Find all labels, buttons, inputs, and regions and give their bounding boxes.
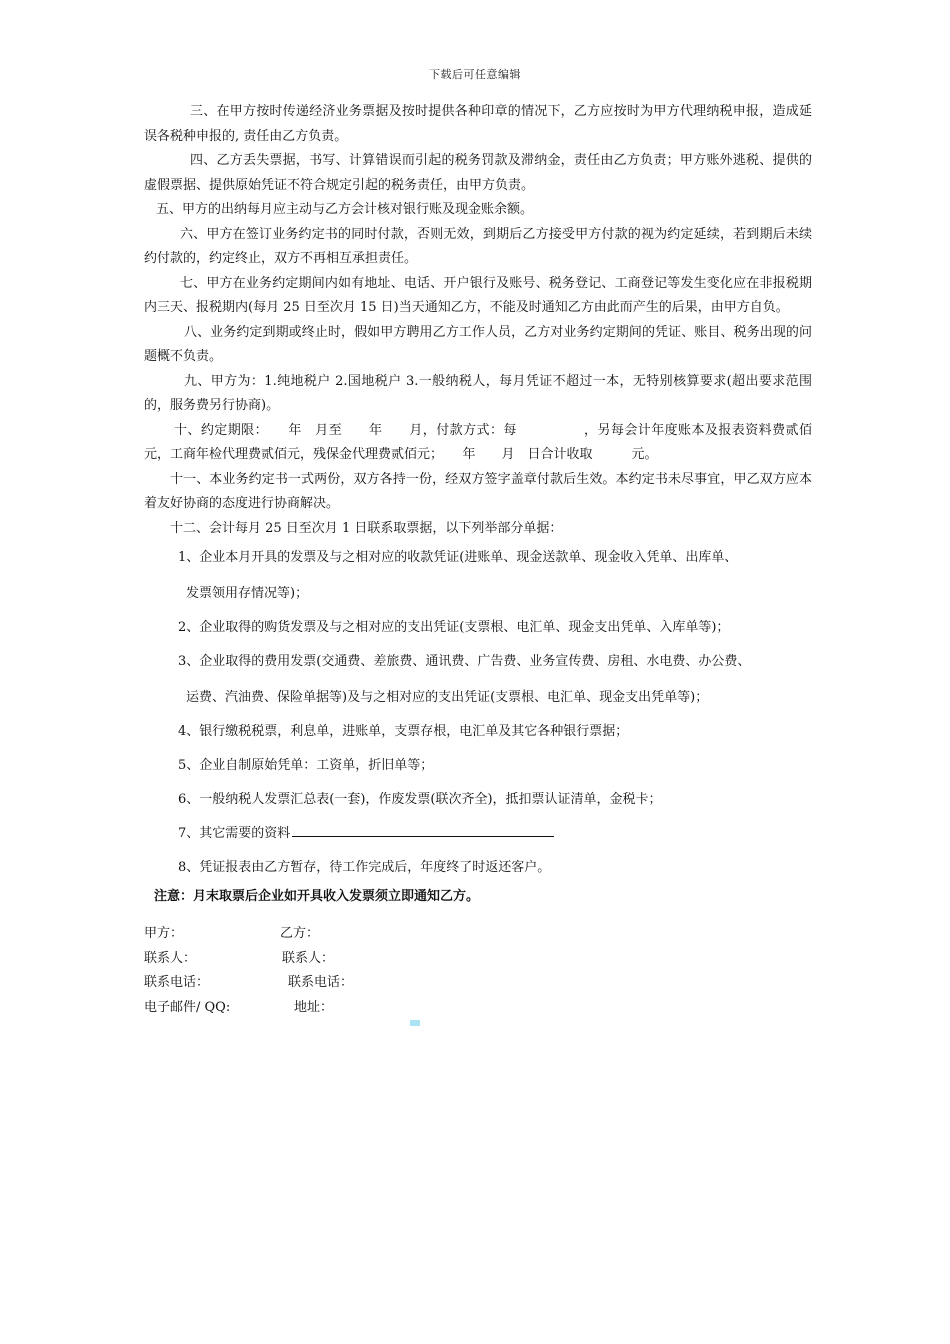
clause-6-text: 六、甲方在签订业务约定书的同时付款，否则无效，到期后乙方接受甲方付款的视为约定延续，若到期后未续约付款的，约定终止，双方不再相互承担责任。 (144, 226, 812, 266)
list-item-1-text: 1、企业本月开具的发票及与之相对应的收款凭证(进账单、现金送款单、现金收入凭单、出库单、 (178, 550, 738, 565)
address-b-label: 地址： (294, 999, 334, 1015)
clause-6 (144, 223, 812, 272)
clause-11 (144, 468, 812, 517)
list-item-3-text: 3、企业取得的费用发票(交通费、差旅费、通讯费、广告费、业务宣传费、房租、水电费、办公费、 (178, 654, 751, 669)
clause-9-text: 九、甲方为：1.纯地税户 2.国地税户 3.一般纳税人，每月凭证不超过一本，无特别核算要求(超出要求范围的，服务费另行协商)。 (144, 373, 812, 413)
clause-10-text: 十、约定期限： 年 月至 年 月，付款方式：每 ，另每会计年度账本及报表资料费贰佰元，工商年检代理费贰佰元，残保金代理费贰佰元； 年 月 日合计收取 元。 (144, 422, 812, 462)
list-item-3-cont (144, 685, 812, 711)
list-item-1 (144, 545, 812, 571)
phone-b-label: 联系电话： (288, 975, 354, 990)
contact-a-label: 联系人： (144, 950, 197, 966)
document-body (144, 100, 812, 1020)
list-item-1-cont (144, 581, 812, 607)
clause-11-text: 十一、本业务约定书一式两份，双方各持一份，经双方签字盖章付款后生效。本约定书未尽事宜，甲乙双方应本着友好协商的态度进行协商解决。 (144, 471, 812, 511)
signature-block (144, 922, 812, 1020)
signature-row-phone (144, 971, 812, 996)
clause-3 (144, 100, 812, 149)
party-b-label: 乙方： (280, 926, 320, 941)
clause-7-text: 七、甲方在业务约定期间内如有地址、电话、开户银行及账号、税务登记、工商登记等发生变化应在非报税期内三天、报税期内(每月 25 日至次月 15 日)当天通知乙方，不能及时通知乙方由此而产生的后果，由甲方自负。 (144, 275, 812, 315)
list-item-3-cont-text: 运费、汽油费、保险单据等)及与之相对应的支出凭证(支票根、电汇单、现金支出凭单等)； (186, 690, 709, 705)
clause-12-text: 十二、会计每月 25 日至次月 1 日联系取票据，以下列举部分单据： (170, 520, 563, 536)
list-item-7 (144, 821, 812, 847)
email-a-label: 电子邮件/ QQ: (144, 999, 231, 1015)
clause-8 (144, 321, 812, 370)
clause-4-text: 四、乙方丢失票据，书写、计算错误而引起的税务罚款及滞纳金，责任由乙方负责；甲方账外逃税、提供的虚假票据、提供原始凭证不符合规定引起的税务责任，由甲方负责。 (144, 153, 812, 193)
list-item-5-text: 5、企业自制原始凭单：工资单，折旧单等； (178, 758, 434, 773)
list-item-8-text: 8、凭证报表由乙方暂存，待工作完成后，年度终了时返还客户。 (178, 860, 551, 875)
list-item-8 (144, 855, 812, 881)
page-header: 下载后可任意编辑 (429, 68, 521, 81)
signature-row-party (144, 922, 812, 947)
list-item-3 (144, 649, 812, 675)
document-list (144, 545, 812, 881)
clause-5 (144, 198, 812, 223)
list-item-1-cont-text: 发票领用存情况等)； (186, 586, 309, 601)
party-a-label: 甲方： (144, 926, 184, 941)
clause-12 (144, 517, 812, 542)
clause-10 (144, 419, 812, 468)
clause-7 (144, 272, 812, 321)
clause-9 (144, 370, 812, 419)
clause-3-text: 三、在甲方按时传递经济业务票据及按时提供各种印章的情况下，乙方应按时为甲方代理纳税申报，造成延误各税种申报的, 责任由乙方负责。 (144, 104, 812, 144)
fill-in-blank (292, 822, 554, 837)
list-item-7-text: 7、其它需要的资料 (178, 826, 291, 841)
signature-row-email (144, 996, 812, 1021)
list-item-4-text: 4、银行缴税税票，利息单，进账单，支票存根，电汇单及其它各种银行票据； (178, 724, 629, 739)
clause-5-text: 五、甲方的出纳每月应主动与乙方会计核对银行账及现金账余额。 (156, 202, 534, 217)
list-item-6 (144, 787, 812, 813)
highlight-mark (410, 1020, 420, 1026)
list-item-5 (144, 753, 812, 779)
clause-8-text: 八、业务约定到期或终止时，假如甲方聘用乙方工作人员，乙方对业务约定期间的凭证、账目、税务出现的问题概不负责。 (144, 324, 812, 364)
contact-b-label: 联系人： (282, 950, 335, 966)
signature-row-contact (144, 947, 812, 972)
list-item-2 (144, 615, 812, 641)
list-item-2-text: 2、企业取得的购货发票及与之相对应的支出凭证(支票根、电汇单、现金支出凭单、入库单等)； (178, 620, 730, 635)
clause-4 (144, 149, 812, 198)
list-item-4 (144, 719, 812, 745)
phone-a-label: 联系电话： (144, 975, 210, 990)
notice: 注意：月末取票后企业如开具收入发票须立即通知乙方。 (154, 889, 480, 904)
list-item-6-text: 6、一般纳税人发票汇总表(一套)，作废发票(联次齐全)，抵扣票认证清单，金税卡； (178, 792, 662, 807)
